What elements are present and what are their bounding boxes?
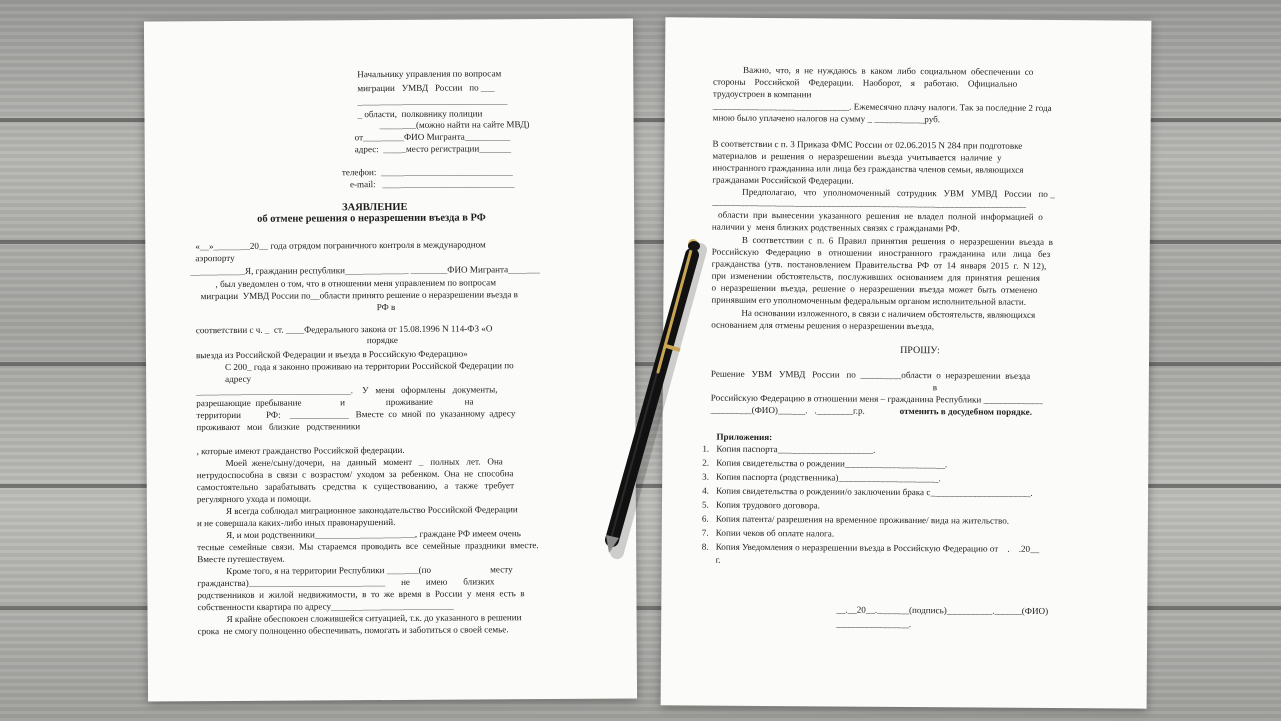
attachment-number: 7. — [701, 527, 709, 538]
body-line: , был уведомлен о том, что в отношении меня управлением по вопросам — [215, 277, 496, 290]
signature-line: __.__20__._______(подпись)__________.______(ФИО) — [836, 604, 1049, 616]
body-line: территории РФ: _____________ Вместе со мной по указанному адресу — [196, 408, 516, 421]
body-line: Российскую Федерацию в отношении иностранного гражданина или лица без — [711, 246, 1051, 260]
attachment-item: Копия свидетельства о рождении/о заключении брака с______________________. — [716, 485, 1033, 498]
body-line: стороны Российской Федерации. Наоборот, я работаю. Официально — [712, 76, 1018, 89]
request-line: _________(ФИО)______. .________г.р. — [710, 404, 868, 416]
body-line: Моей жене/сыну/дочери, на данный момент _ полных лет. Она — [225, 456, 503, 469]
body-line: Я, и мои родственники______________________, граждане РФ имеем очень — [226, 528, 521, 541]
body-line: гражданства (утв. постановлением Правительства РФ от 14 января 2015 г. N 12), — [711, 258, 1047, 271]
body-line: разрешающие пребывание и проживание на — [196, 396, 474, 409]
attachment-item: Копия паспорта (родственника)______________________. — [716, 471, 941, 484]
body-line: родственников и жилой недвижимости, в то же время в России у меня есть в — [197, 588, 525, 601]
pen-body — [606, 250, 700, 553]
attachment-item: Копия патента/ разрешения на временное проживание/ вида на жительство. — [715, 513, 1010, 526]
body-line: гражданами Российской Федерации. — [712, 174, 854, 186]
header-line: адрес: _____место регистрации_______ — [354, 143, 512, 155]
body-line: порядке — [366, 334, 398, 346]
body-line: регулярного ухода и помощи. — [196, 493, 312, 505]
header-line: от_________ФИО Мигранта__________ — [354, 131, 511, 143]
body-line: срока не смогу полноценно обеспечивать, помогать и заботиться о своей семье. — [197, 624, 509, 637]
body-line: В соответствии с п. 3 Приказа ФМС России от 02.06.2015 N 284 при подготовке — [712, 138, 1023, 151]
body-line: Предполагаю, что уполномоченный сотрудник УВМ УМВД России по _ — [742, 186, 1055, 200]
body-line: материалов и решения о неразрешении въезда учитывается наличие у — [712, 150, 1002, 163]
request-heading: ПРОШУ: — [900, 344, 940, 357]
body-line: основанием для отмены решения о неразрешении въезда, — [711, 319, 935, 332]
attachment-item: Копия свидетельства о рождении______________________. — [716, 457, 948, 470]
body-line: принявшим его уполномоченным федеральным органом исполнительной власти. — [711, 294, 1027, 307]
body-line: трудоустроен в компании — [712, 88, 812, 100]
body-line: ______________________________. Ежемесячно плачу налоги. Так за последние 2 года — [712, 100, 1052, 114]
attachment-number: 1. — [702, 443, 710, 454]
header-line: ________(можно найти на сайте МВД) — [379, 119, 530, 131]
body-line: самостоятельно зарабатывать средства к существованию, а также требует — [196, 480, 515, 493]
signature-line-2: ________________. — [836, 618, 912, 630]
request-line: в — [932, 382, 938, 393]
attachment-item: Копия Уведомления о неразрешении въезда в Российскую Федерацию от . .20__ — [715, 541, 1040, 554]
request-line: Решение УВМ УМВД России по _________области о неразрешении въезда — [710, 368, 1031, 381]
attachment-number: 8. — [701, 541, 709, 552]
body-line: мною было уплачено налогов на сумму _ ___________руб. — [712, 112, 941, 125]
request-demand: отменить в досудебном порядке. — [899, 405, 1033, 417]
body-line: Я всегда соблюдал миграционное законодательство Российской Федерации — [225, 504, 518, 517]
body-line: Кроме того, я на территории Республики _______(по месту — [226, 564, 513, 577]
body-line: проживают мои близкие родственники — [196, 421, 361, 433]
body-line: «__»________20__ года отрядом пограничного контроля в международном — [195, 239, 486, 252]
body-line: адресу — [225, 373, 252, 385]
phone-line: телефон: _____________________________ — [341, 166, 513, 178]
request-line: Российскую Федерацию в отношении меня – гражданина Республики _____________ — [710, 392, 1043, 405]
body-line: ____________Я, гражданин республики______________ ________ФИО Мигранта_______ — [190, 264, 540, 277]
body-line: выезда из Российской Федерации и въезда в Российскую Федерацию» — [195, 348, 468, 361]
attachment-number: 5. — [701, 499, 709, 510]
body-line: иностранного гражданина или лица без гражданства членов семьи, являющихся — [712, 162, 1024, 175]
body-line: __________________________________. У меня оформлены документы, — [196, 384, 498, 397]
attachment-number: 4. — [702, 485, 709, 496]
header-line: миграции УМВД России по ___ — [357, 82, 495, 94]
body-line: собственности квартира по адресу___________________________ — [197, 600, 454, 613]
attachment-number: 3. — [702, 471, 710, 482]
body-line: Вместе путешествуем. — [197, 553, 285, 565]
header-line: _________________________________ — [357, 95, 508, 107]
attachment-item-continued: г. — [715, 554, 721, 565]
body-line: наличии у меня близких родственных связях с гражданами РФ. — [711, 221, 960, 234]
body-line: миграции УМВД России по__области принято решение о неразрешении въезда в — [200, 289, 518, 302]
email-line: e-mail: _____________________________ — [349, 178, 515, 190]
body-line: гражданства)______________________________ не имею близких — [197, 576, 495, 589]
body-line: тесные семейные связи. Мы стараемся проводить все семейные праздники вместе. — [197, 540, 539, 553]
body-line: С 200_ года я законно проживаю на территории Российской Федерации по — [225, 360, 514, 373]
body-line: Я крайне обеспокоен сложившейся ситуацией, т.к. до указанного в решении — [226, 612, 522, 625]
attachment-item: Копии чеков об оплате налога. — [715, 527, 835, 539]
body-line: аэропорту — [195, 252, 235, 264]
document-title: ЗАЯВЛЕНИЕ — [342, 201, 408, 214]
attachment-number: 6. — [701, 513, 709, 524]
body-line: при изменении обстоятельств, послуживших основанием для принятия решения — [711, 270, 1040, 283]
attachment-item: Копия трудового договора. — [715, 499, 821, 511]
body-line: РФ в — [376, 301, 396, 313]
body-line: области при вынесении указанного решения не владел полной информацией о — [717, 209, 1043, 222]
body-line: , которые имеют гражданство Российской федерации. — [196, 444, 405, 457]
body-line: На основании изложенного, в связи с наличием обстоятельств, являющихся — [741, 307, 1036, 320]
body-line: соответствии с ч. _ ст. ____Федерального закона от 15.08.1996 N 114-ФЗ «О — [195, 323, 493, 336]
document-subtitle: об отмене решения о неразрешении въезда в РФ — [257, 212, 486, 225]
body-line: _____________________________________________________________________ — [712, 196, 1026, 209]
header-line: _ области, полковнику полиции — [357, 108, 483, 120]
body-line: и не совершала каких-либо иных правонарушений. — [196, 516, 396, 529]
body-line: нетрудоспособна в связи с возрастом/ уходом за ребенком. Она не способна — [196, 468, 514, 481]
attachment-number: 2. — [702, 457, 710, 468]
body-line: В соответствии с п. 6 Правил принятия решения о неразрешении въезда в — [741, 234, 1053, 248]
attachment-item: Копия паспорта_____________________. — [716, 443, 876, 455]
body-line: о неразрешении въезда, решение о неразрешении въезда может быть отменено — [711, 282, 1038, 295]
header-line: Начальнику управления по вопросам — [357, 68, 502, 80]
attachments-heading: Приложения: — [716, 431, 773, 443]
body-line: Важно, что, я не нуждаюсь в каком либо социальном обеспечении со — [743, 64, 1034, 77]
